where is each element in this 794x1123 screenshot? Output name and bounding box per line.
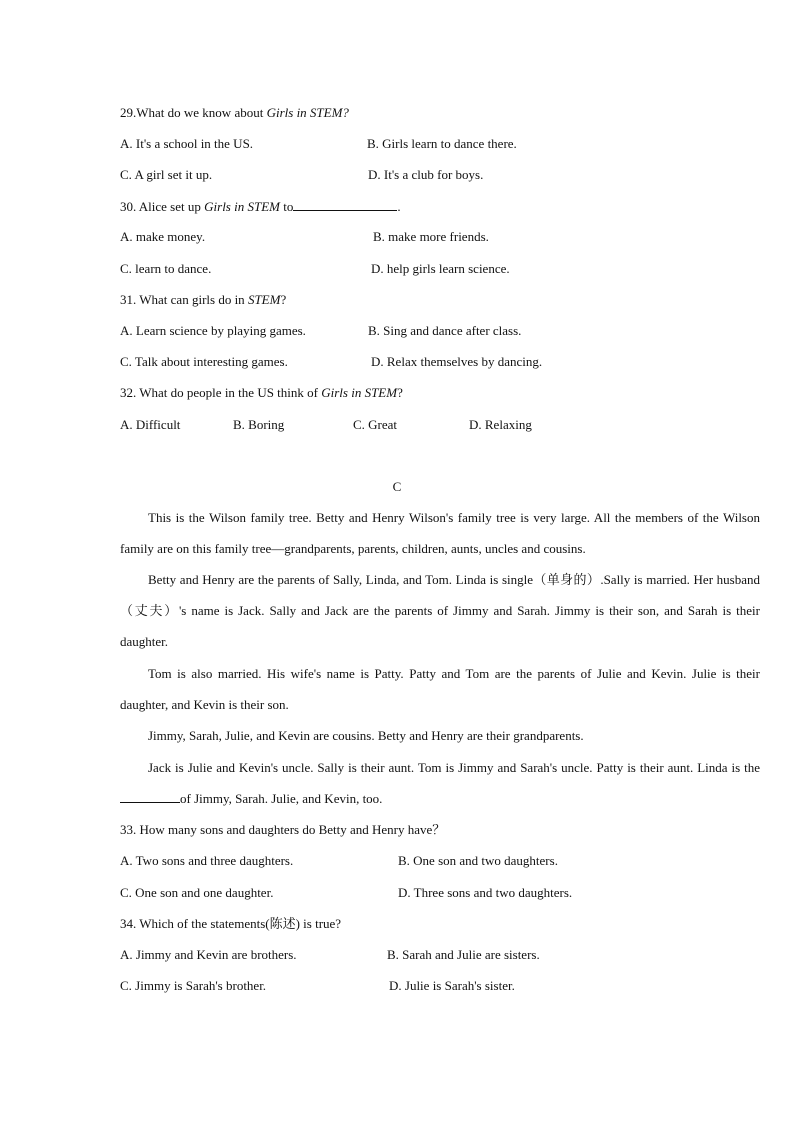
question-32-post: ? — [397, 385, 403, 400]
question-31-post: ? — [280, 292, 287, 307]
q30-option-c: C. learn to dance. — [120, 261, 212, 276]
q31-option-c: C. Talk about interesting games. — [120, 354, 288, 369]
passage-paragraph-1: This is the Wilson family tree. Betty and Henry Wilson's family tree is very large. All the members of the Wilson family are on this family tree—grandparents, parents, children, aunts, uncles and cousins. — [120, 510, 760, 556]
q31-option-b: B. Sing and dance after class. — [368, 323, 522, 338]
q29-option-c: C. A girl set it up. — [120, 167, 213, 182]
answer-blank — [120, 790, 180, 803]
q29-option-d: D. It's a club for boys. — [368, 167, 484, 182]
question-30-stem — [120, 198, 401, 215]
question-29-text: 29.What do we know about — [120, 105, 267, 120]
question-30-post: to — [279, 199, 294, 214]
q34-option-d: D. Julie is Sarah's sister. — [389, 978, 515, 993]
paragraph-5-tail: of Jimmy, Sarah. Julie, and Kevin, too. — [180, 791, 383, 806]
q31-option-a: A. Learn science by playing games. — [120, 323, 306, 338]
question-32-italic: Girls in STEM — [321, 385, 398, 400]
passage-paragraph-5 — [120, 752, 760, 814]
question-31-text: 31. What can girls do in — [120, 292, 248, 307]
q30-option-b: B. make more friends. — [373, 229, 489, 244]
q32-option-d: D. Relaxing — [469, 417, 532, 432]
question-31-stem — [120, 292, 286, 308]
q34-option-a: A. Jimmy and Kevin are brothers. — [120, 947, 297, 962]
passage-paragraph-3: Tom is also married. His wife's name is Patty. Patty and Tom are the parents of Julie and Kevin. Julie is their daughter, and Kevin is their son. — [120, 666, 760, 712]
section-heading: C — [392, 479, 402, 494]
passage-paragraph-2: Betty and Henry are the parents of Sally, Linda, and Tom. Linda is single（单身的）.Sally is married. Her husband（丈夫）'s name is Jack. Sally and Jack are the parents of Jimmy and Sarah. Jimmy is their son, and Sarah is their daughter. — [120, 572, 760, 649]
question-34-stem: 34. Which of the statements(陈述) is true? — [120, 916, 342, 931]
q33-option-a: A. Two sons and three daughters. — [120, 853, 294, 868]
question-30-end: . — [397, 199, 401, 214]
q34-option-b: B. Sarah and Julie are sisters. — [387, 947, 540, 962]
q29-option-b: B. Girls learn to dance there. — [367, 136, 517, 151]
q30-option-a: A. make money. — [120, 229, 206, 244]
question-29-stem — [120, 105, 349, 121]
paragraph-5-text: Jack is Julie and Kevin's uncle. Sally is their aunt. Tom is Jimmy and Sarah's uncle. Patty is their aunt. Linda is the — [148, 760, 760, 775]
answer-blank — [293, 198, 397, 211]
q33-option-b: B. One son and two daughters. — [398, 853, 558, 868]
q29-option-a: A. It's a school in the US. — [120, 136, 254, 151]
q32-option-a: A. Difficult — [120, 417, 181, 432]
question-32-text: 32. What do people in the US think of — [120, 385, 322, 400]
q32-option-c: C. Great — [353, 417, 398, 432]
q33-option-c: C. One son and one daughter. — [120, 885, 274, 900]
question-31-italic: STEM — [247, 292, 281, 307]
question-33-stem: 33. How many sons and daughters do Betty and Henry have？ — [120, 822, 446, 837]
question-32-stem — [120, 385, 403, 401]
q34-option-c: C. Jimmy is Sarah's brother. — [120, 978, 267, 993]
passage-paragraph-4: Jimmy, Sarah, Julie, and Kevin are cousins. Betty and Henry are their grandparents. — [148, 728, 584, 743]
q31-option-d: D. Relax themselves by dancing. — [371, 354, 543, 369]
q30-option-d: D. help girls learn science. — [371, 261, 510, 276]
question-30-italic: Girls in STEM — [204, 199, 280, 214]
q33-option-d: D. Three sons and two daughters. — [398, 885, 573, 900]
q32-option-b: B. Boring — [233, 417, 285, 432]
question-30-text: 30. Alice set up — [120, 199, 205, 214]
question-29-italic: Girls in STEM? — [266, 105, 349, 120]
